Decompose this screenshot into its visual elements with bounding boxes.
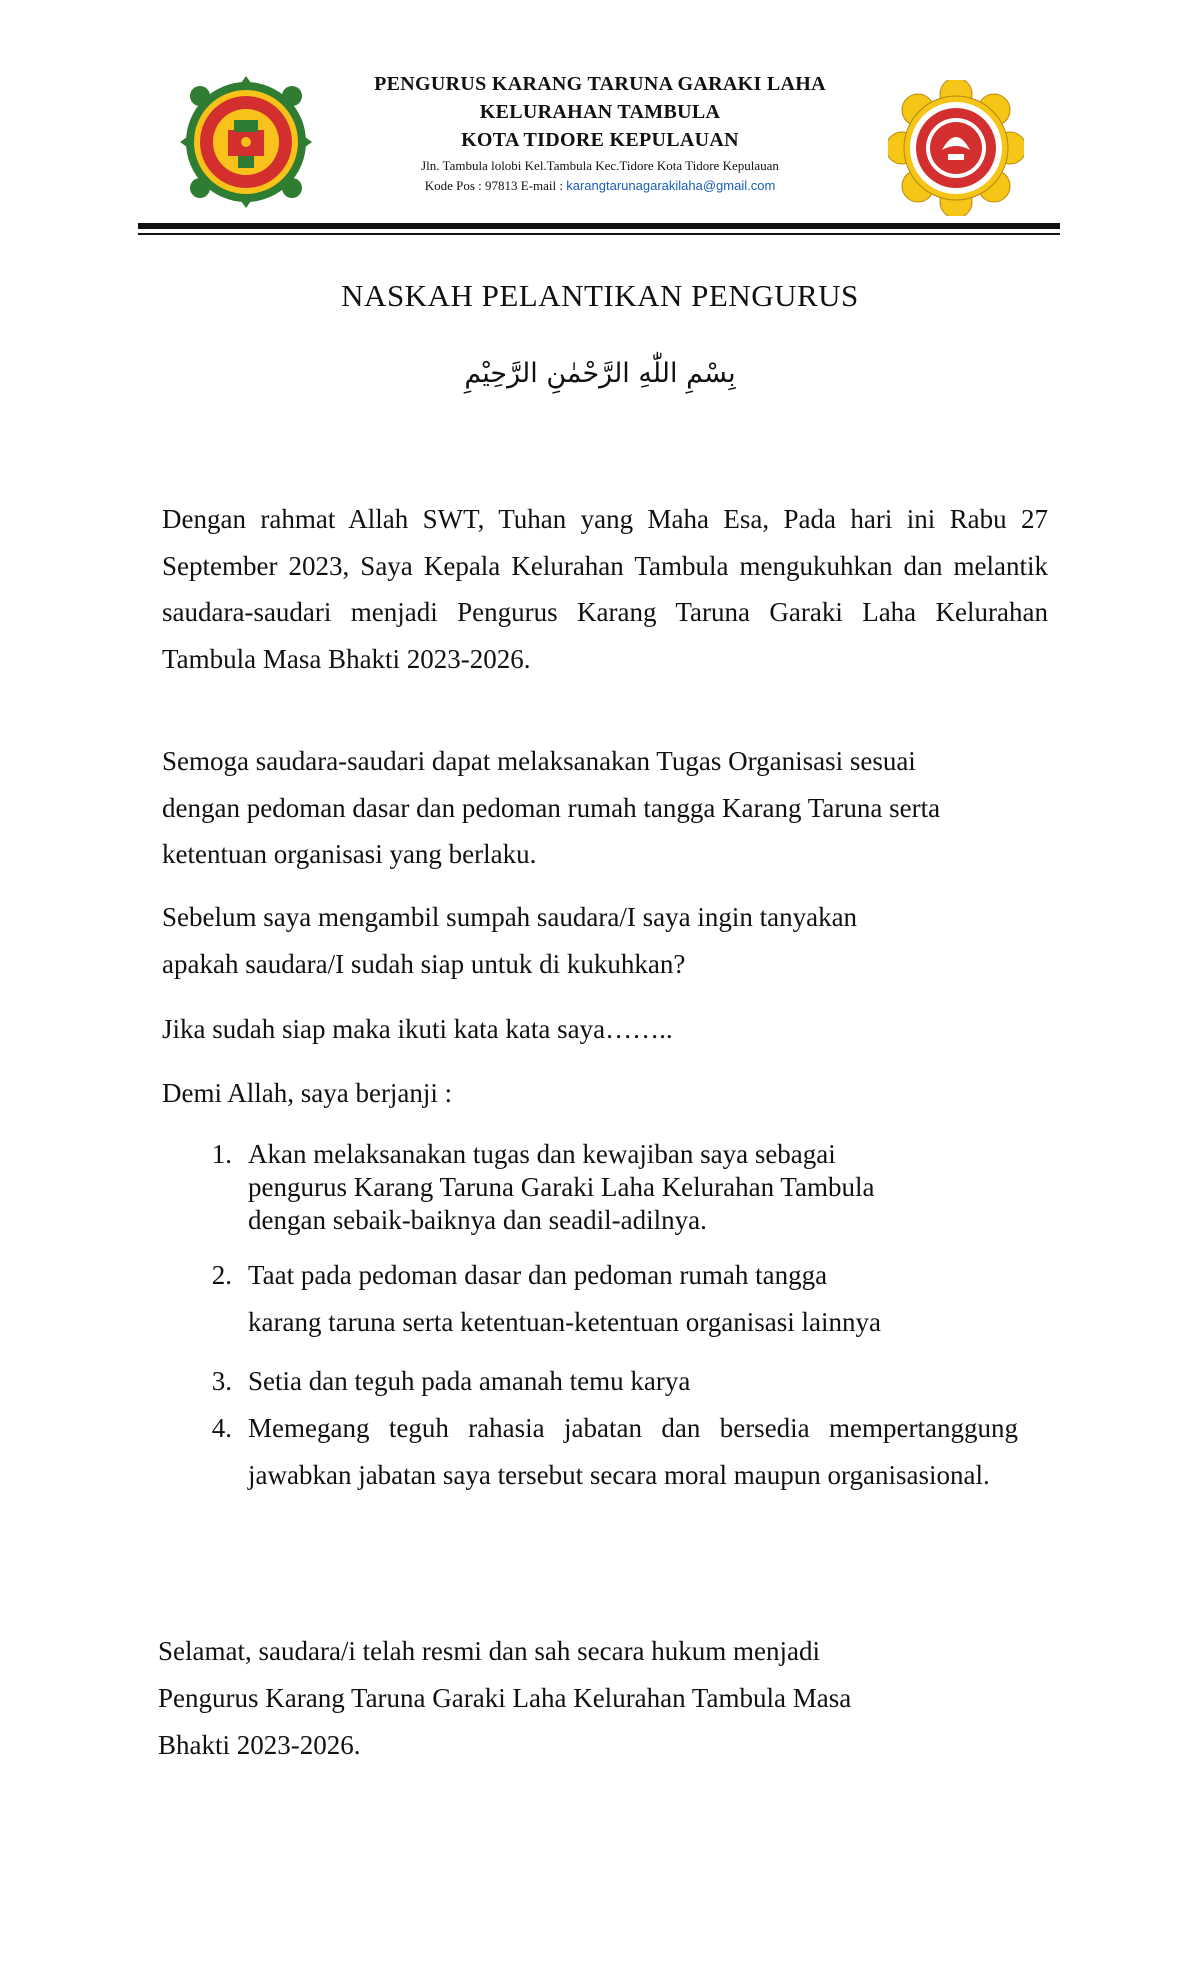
letterhead-line-2: KELURAHAN TAMBULA (479, 101, 721, 123)
closing-line: Bhakti 2023-2026. (158, 1730, 361, 1760)
closing-paragraph (158, 1628, 1018, 1769)
paragraph-2-line: dengan pedoman dasar dan pedoman rumah tangga Karang Taruna serta (162, 792, 941, 823)
postal-label: Kode Pos : 97813 E-mail : (424, 178, 567, 193)
document-title: NASKAH PELANTIKAN PENGURUS (341, 278, 859, 313)
oath-item-line: dengan sebaik-baiknya dan seadil-adilnya. (248, 1205, 707, 1235)
paragraph-3-line: apakah saudara/I sudah siap untuk di kukuhkan? (162, 948, 686, 979)
paragraph-3-line: Sebelum saya mengambil sumpah saudara/I saya ingin tanyakan (162, 902, 858, 932)
email-link[interactable]: karangtarunagarakilaha@gmail.com (566, 178, 776, 193)
letterhead (300, 70, 900, 196)
paragraph-4: Jika sudah siap maka ikuti kata kata saya…….. (162, 1014, 673, 1044)
oath-item-number: 4. (211, 1413, 232, 1443)
closing-line: Pengurus Karang Taruna Garaki Laha Kelurahan Tambula Masa (158, 1683, 852, 1713)
letterhead-line-3: KOTA TIDORE KEPULAUAN (461, 129, 739, 151)
oath-item-line: Akan melaksanakan tugas dan kewajiban saya sebagai (248, 1139, 836, 1169)
opening-paragraph: Dengan rahmat Allah SWT, Tuhan yang Maha Esa, Pada hari ini Rabu 27 September 2023, Saya Kepala Kelurahan Tambula mengukuhkan dan melantik saudara-saudari menjadi Pengurus Karang Taruna Garaki Laha Kelurahan Tambula Masa Bhakti 2023-2026. (162, 504, 1048, 674)
basmala-text: بِسْمِ اللّٰهِ الرَّحْمٰنِ الرَّحِيْمِ (464, 358, 736, 389)
karang-taruna-emblem-icon (888, 80, 1024, 216)
basmala (430, 358, 770, 418)
oath-item-number: 2. (211, 1260, 232, 1290)
closing-line: Selamat, saudara/i telah resmi dan sah secara hukum menjadi (158, 1636, 821, 1666)
oath-item-line: Taat pada pedoman dasar dan pedoman rumah tangga (248, 1260, 828, 1290)
oath-item-line: Setia dan teguh pada amanah temu karya (248, 1366, 691, 1396)
oath-item-number: 3. (211, 1366, 232, 1396)
paragraph-3 (162, 894, 1062, 987)
oath-item-text (248, 1252, 1038, 1346)
paragraph-2-line: Semoga saudara-saudari dapat melaksanakan Tugas Organisasi sesuai (162, 746, 916, 776)
letterhead-line-1: PENGURUS KARANG TARUNA GARAKI LAHA (374, 73, 826, 95)
oath-item-text (248, 1358, 1038, 1405)
oath-item-line: pengurus Karang Taruna Garaki Laha Kelurahan Tambula (248, 1172, 875, 1202)
letterhead-rule-thick (138, 223, 1060, 229)
karang-taruna-garaki-laha-emblem-icon (176, 72, 316, 212)
oath-item-text: Memegang teguh rahasia jabatan dan bersedia mempertanggung jawabkan jabatan saya tersebut secara moral maupun organisasional. (248, 1413, 1018, 1490)
oath-item-number: 1. (211, 1139, 232, 1169)
letterhead-rule-thin (138, 233, 1060, 235)
oath-item-text (248, 1138, 1038, 1237)
paragraph-2-line: ketentuan organisasi yang berlaku. (162, 839, 537, 869)
letterhead-contact (300, 176, 900, 196)
paragraph-5: Demi Allah, saya berjanji : (162, 1078, 453, 1108)
paragraph-2 (162, 738, 1062, 878)
oath-item-line: karang taruna serta ketentuan-ketentuan organisasi lainnya (248, 1307, 881, 1337)
letterhead-address: Jln. Tambula lolobi Kel.Tambula Kec.Tidore Kota Tidore Kepulauan (421, 158, 779, 173)
